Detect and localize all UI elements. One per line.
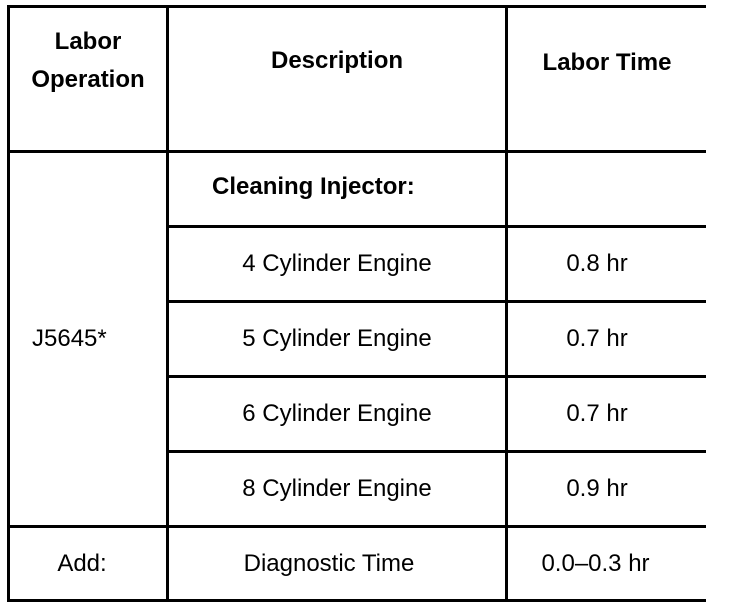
table-row-description bbox=[169, 378, 505, 450]
add-description-cell bbox=[169, 528, 489, 599]
add-time: 0.0–0.3 hr bbox=[541, 549, 650, 577]
header-labor-operation-text bbox=[31, 23, 144, 99]
table-row-time bbox=[508, 228, 686, 300]
add-label-cell bbox=[10, 528, 166, 599]
add-time-cell bbox=[508, 528, 683, 599]
row-time: 0.9 hr bbox=[566, 475, 628, 502]
header-labor-operation-label: Labor Operation bbox=[31, 28, 145, 93]
operation-code: J5645* bbox=[32, 325, 107, 352]
table-border-bottom bbox=[7, 599, 706, 602]
header-description bbox=[169, 8, 505, 150]
row-description: 6 Cylinder Engine bbox=[242, 400, 432, 427]
add-label: Add: bbox=[57, 549, 107, 577]
add-description: Diagnostic Time bbox=[243, 549, 415, 577]
operation-code-cell bbox=[10, 153, 166, 525]
table-row-time bbox=[508, 453, 686, 525]
row-time: 0.7 hr bbox=[566, 400, 628, 427]
table-row-description bbox=[169, 453, 505, 525]
row-description: 5 Cylinder Engine bbox=[242, 325, 432, 352]
header-labor-operation bbox=[10, 8, 166, 150]
section-title: Cleaning Injector: bbox=[212, 173, 415, 200]
header-description-label: Description bbox=[270, 47, 404, 74]
table-row-time bbox=[508, 303, 686, 375]
row-description: 8 Cylinder Engine bbox=[242, 475, 432, 502]
row-time: 0.7 hr bbox=[566, 325, 628, 352]
section-title-time-cell bbox=[508, 153, 706, 225]
labor-time-table bbox=[7, 5, 706, 602]
header-labor-time-label: Labor Time bbox=[542, 49, 672, 76]
table-row-time bbox=[508, 378, 686, 450]
row-time: 0.8 hr bbox=[566, 250, 628, 277]
header-labor-time bbox=[508, 8, 706, 150]
table-row-description bbox=[169, 228, 505, 300]
section-title-cell bbox=[169, 153, 505, 225]
table-row-description bbox=[169, 303, 505, 375]
row-description: 4 Cylinder Engine bbox=[242, 250, 432, 277]
